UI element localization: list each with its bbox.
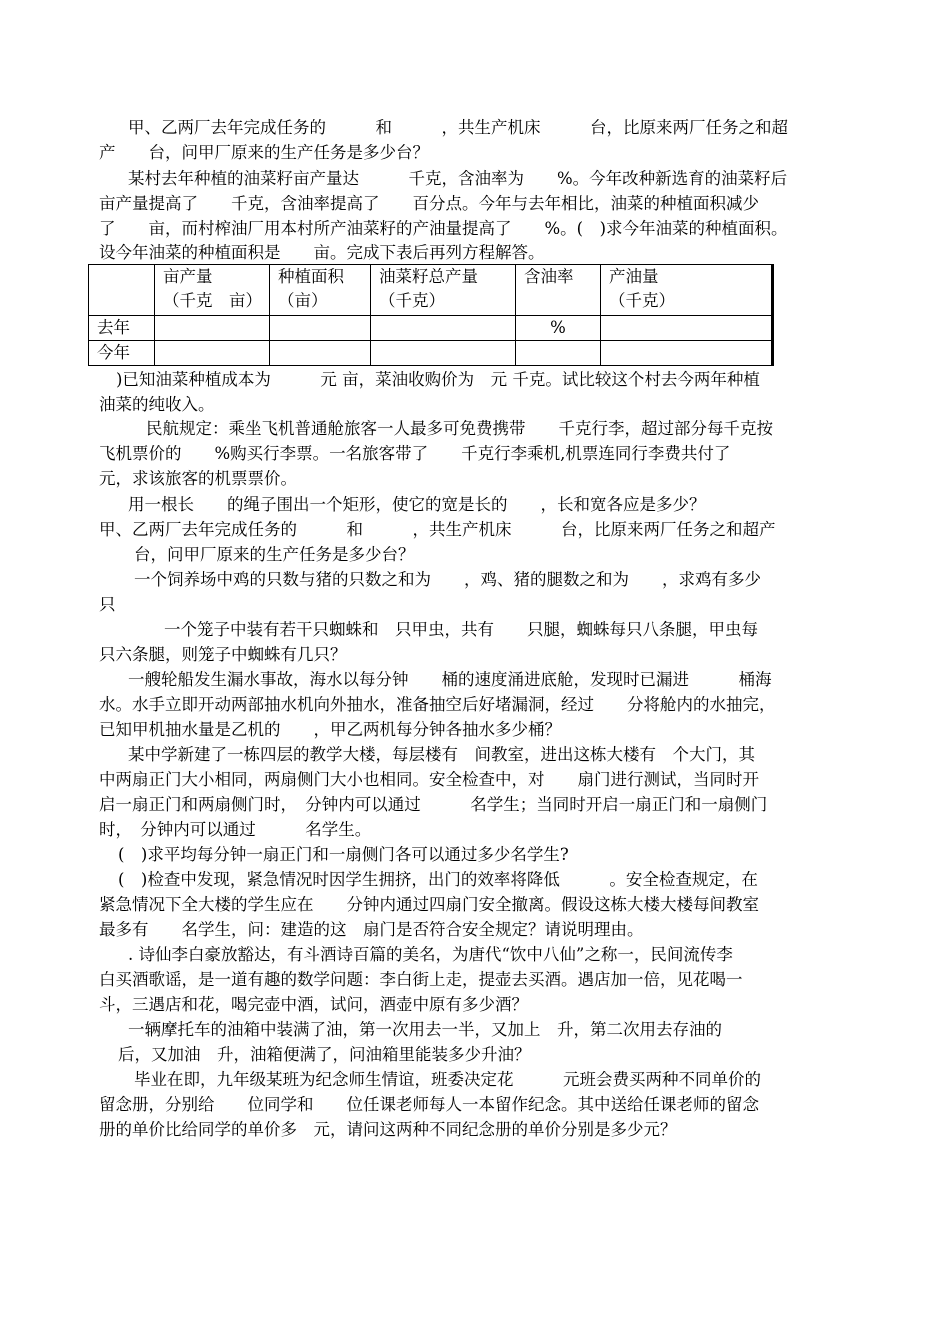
text-line: 台，问甲厂原来的生产任务是多少台？ bbox=[134, 545, 415, 564]
table-cell bbox=[601, 316, 773, 341]
table-row bbox=[89, 316, 773, 341]
text-line: ( )求平均每分钟一扇正门和一扇侧门各可以通过多少名学生? bbox=[118, 845, 569, 864]
table-header-cell: 种植面积 （亩） bbox=[270, 265, 371, 316]
text-line: 中两扇正门大小相同，两扇侧门大小也相同。安全检查中，对 扇门进行测试，当同时开 bbox=[99, 770, 759, 789]
text-line: 紧急情况下全大楼的学生应在 分钟内通过四扇门安全撤离。假设这栋大楼大楼每间教室 bbox=[99, 895, 759, 914]
text-line: 白买酒歌谣，是一道有趣的数学问题：李白街上走，提壶去买酒。遇店加一倍，见花喝一 bbox=[99, 970, 743, 989]
text-line: 亩产量提高了 千克，含油率提高了 百分点。今年与去年相比，油菜的种植面积减少 bbox=[99, 194, 759, 213]
table-cell bbox=[270, 316, 371, 341]
table-header-cell bbox=[89, 265, 155, 316]
text-line: 最多有 名学生，问：建造的这 扇门是否符合安全规定？请说明理由。 bbox=[99, 920, 644, 939]
table-header-cell: 油菜籽总产量 （千克） bbox=[371, 265, 516, 316]
text-line: 飞机票价的 %购买行李票。一名旅客带了 千克行李乘机,机票连同行李费共付了 bbox=[99, 444, 731, 463]
table-cell: 去年 bbox=[89, 316, 155, 341]
text-line: 只 bbox=[99, 595, 116, 614]
table-cell bbox=[516, 341, 601, 366]
text-line: 一艘轮船发生漏水事故，海水以每分钟 桶的速度涌进底舱，发现时已漏进 桶海 bbox=[128, 670, 772, 689]
table-header-cell: 含油率 bbox=[516, 265, 601, 316]
table-cell bbox=[155, 341, 270, 366]
text-line: 水。水手立即开动两部抽水机向外抽水，准备抽空后好堵漏洞，经过 分将舱内的水抽完， bbox=[99, 695, 776, 714]
text-line: 时， 分钟内可以通过 名学生。 bbox=[99, 820, 372, 839]
text-line: 用一根长 的绳子围出一个矩形，使它的宽是长的 ，长和宽各应是多少？ bbox=[128, 495, 706, 514]
table-cell bbox=[601, 341, 773, 366]
table-header-cell: 产油量 （千克） bbox=[601, 265, 773, 316]
table-cell bbox=[371, 316, 516, 341]
data-table bbox=[88, 264, 774, 366]
text-line: 已知甲机抽水量是乙机的 ，甲乙两机每分钟各抽水多少桶？ bbox=[99, 720, 561, 739]
text-line: 元，求该旅客的机票票价。 bbox=[99, 469, 297, 488]
table-row bbox=[89, 341, 773, 366]
text-line: 斗，三遇店和花，喝完壶中酒，试问，酒壶中原有多少酒？ bbox=[99, 995, 528, 1014]
table-cell bbox=[155, 316, 270, 341]
text-line: 一辆摩托车的油箱中装满了油，第一次用去一半，又加上 升，第二次用去存油的 bbox=[128, 1020, 722, 1039]
text-line: . 诗仙李白豪放豁达，有斗酒诗百篇的美名，为唐代“饮中八仙”之称一，民间流传李 bbox=[128, 945, 733, 964]
text-line: 留念册，分别给 位同学和 位任课老师每人一本留作纪念。其中送给任课老师的留念 bbox=[99, 1095, 759, 1114]
text-line: 毕业在即，九年级某班为纪念师生情谊，班委决定花 元班会费买两种不同单价的 bbox=[134, 1070, 761, 1089]
text-line: 册的单价比给同学的单价多 元，请问这两种不同纪念册的单价分别是多少元？ bbox=[99, 1120, 677, 1139]
text-line: 甲、乙两厂去年完成任务的 和 ，共生产机床 台，比原来两厂任务之和超 bbox=[128, 118, 788, 137]
text-line: 了 亩，而村榨油厂用本村所产油菜籽的产油量提高了 %。( )求今年油菜的种植面积。 bbox=[99, 219, 788, 238]
table-header-row bbox=[89, 265, 773, 316]
text-line: 启一扇正门和两扇侧门时， 分钟内可以通过 名学生；当同时开启一扇正门和一扇侧门 bbox=[99, 795, 768, 814]
table-cell: % bbox=[516, 316, 601, 341]
table-cell bbox=[371, 341, 516, 366]
text-line: )已知油菜种植成本为 元 亩，菜油收购价为 元 千克。试比较这个村去今两年种植 bbox=[116, 370, 760, 389]
text-line: ( )检查中发现，紧急情况时因学生拥挤，出门的效率将降低 。安全检查规定，在 bbox=[118, 870, 758, 889]
text-line: 产 台，问甲厂原来的生产任务是多少台？ bbox=[99, 143, 429, 162]
table-header-cell: 亩产量 （千克 亩） bbox=[155, 265, 270, 316]
text-line: 后，又加油 升，油箱便满了，问油箱里能装多少升油？ bbox=[118, 1045, 531, 1064]
table-cell bbox=[270, 341, 371, 366]
table-cell: 今年 bbox=[89, 341, 155, 366]
text-line: 甲、乙两厂去年完成任务的 和 ，共生产机床 台，比原来两厂任务之和超产 bbox=[99, 520, 776, 539]
text-line: 一个饲养场中鸡的只数与猪的只数之和为 ，鸡、猪的腿数之和为 ，求鸡有多少 bbox=[134, 570, 761, 589]
text-line: 民航规定：乘坐飞机普通舱旅客一人最多可免费携带 千克行李，超过部分每千克按 bbox=[146, 419, 773, 438]
text-line: 某村去年种植的油菜籽亩产量达 千克，含油率为 %。今年改种新选育的油菜籽后 bbox=[128, 169, 788, 188]
text-line: 油菜的纯收入。 bbox=[99, 395, 215, 414]
text-line: 只六条腿，则笼子中蜘蛛有几只？ bbox=[99, 645, 347, 664]
text-line: 某中学新建了一栋四层的教学大楼，每层楼有 间教室，进出这栋大楼有 个大门，其 bbox=[128, 745, 755, 764]
text-line: 一个笼子中装有若干只蜘蛛和 只甲虫，共有 只腿，蜘蛛每只八条腿，甲虫每 bbox=[164, 620, 758, 639]
text-line: 设今年油菜的种植面积是 亩。完成下表后再列方程解答。 bbox=[99, 243, 545, 262]
